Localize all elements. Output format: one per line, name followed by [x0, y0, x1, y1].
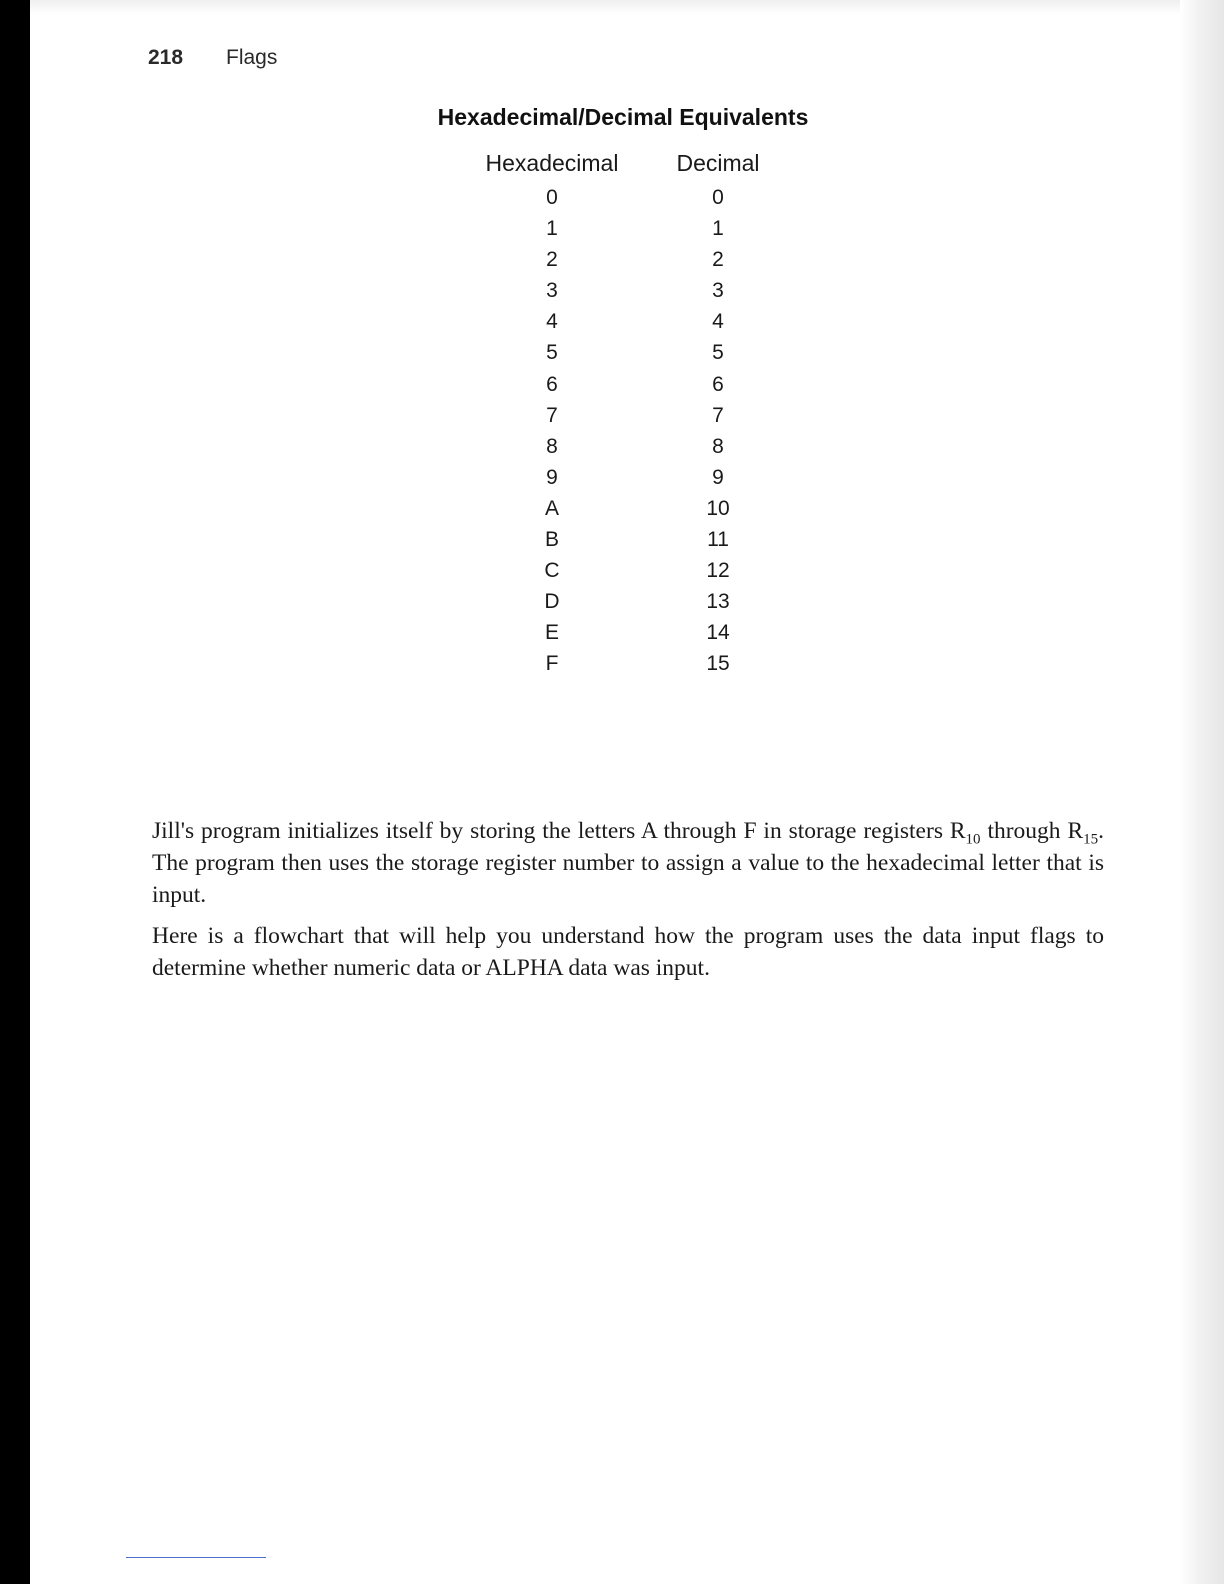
table-row — [452, 494, 818, 525]
paragraph-1-text-c: . The program then uses the storage register number to assign a value to the hexadecimal letter that is input. — [152, 818, 1104, 908]
decimal-cell: 1 — [712, 217, 724, 241]
table-row — [452, 649, 818, 680]
section-name: Flags — [226, 46, 278, 69]
paragraph-2-text: Here is a flowchart that will help you understand how the program uses the data input flags to determine whether numeric data or ALPHA data was input. — [152, 923, 1104, 981]
hex-cell: F — [545, 652, 559, 676]
page-number: 218 — [148, 46, 184, 69]
column-header-hexadecimal: Hexadecimal — [485, 150, 619, 176]
table-row — [452, 587, 818, 618]
table-row — [452, 307, 818, 338]
hex-cell: 1 — [546, 217, 558, 241]
table-row — [452, 245, 818, 276]
decimal-cell: 14 — [706, 621, 730, 645]
scan-binding-edge — [0, 0, 30, 1584]
hex-cell: D — [544, 590, 560, 614]
hex-cell: 8 — [546, 434, 558, 458]
hex-cell: 5 — [546, 341, 558, 365]
decimal-cell: 11 — [707, 528, 729, 552]
hex-cell: 6 — [546, 372, 558, 396]
decimal-cell: 5 — [712, 341, 724, 365]
hex-cell: 4 — [546, 310, 558, 334]
table-row — [452, 401, 818, 432]
decimal-cell: 7 — [712, 403, 724, 427]
footnote-rule — [126, 1557, 266, 1558]
paragraph-flowchart-intro — [152, 920, 1104, 984]
hex-cell: E — [544, 621, 559, 645]
hex-cell: 7 — [546, 403, 558, 427]
register-subscript-10: 10 — [965, 831, 981, 848]
hex-cell: A — [544, 496, 559, 520]
table-row — [452, 556, 818, 587]
column-header-decimal: Decimal — [676, 150, 760, 176]
paragraph-1-text-a: Jill's program initializes itself by storing the letters A through F in storage registers R — [152, 818, 966, 844]
hex-cell: 0 — [546, 186, 558, 209]
decimal-cell: 4 — [712, 310, 724, 334]
decimal-cell: 8 — [712, 434, 724, 458]
decimal-cell: 10 — [706, 496, 730, 520]
decimal-cell: 9 — [712, 465, 724, 489]
decimal-cell: 3 — [712, 279, 724, 303]
hex-cell: C — [544, 559, 560, 583]
table-row — [452, 338, 818, 369]
decimal-cell: 2 — [712, 248, 724, 272]
running-head — [148, 46, 277, 70]
table-row — [452, 432, 818, 463]
table-row — [452, 276, 818, 307]
hex-cell: B — [544, 528, 559, 552]
hex-cell: 3 — [546, 279, 558, 303]
hex-cell: 9 — [546, 465, 558, 489]
paragraph-1-text-b: through R — [980, 818, 1084, 844]
table-row — [452, 214, 818, 245]
hex-cell: 2 — [546, 248, 558, 272]
register-subscript-15: 15 — [1083, 831, 1099, 848]
decimal-cell: 13 — [706, 590, 730, 614]
paragraph-register-initialization — [152, 815, 1104, 911]
table-row — [452, 618, 818, 649]
equivalents-table — [452, 183, 818, 681]
scan-right-shadow — [1180, 0, 1224, 1584]
table-title: Hexadecimal/Decimal Equivalents — [437, 104, 809, 130]
scan-top-shadow — [30, 0, 1180, 14]
decimal-cell: 0 — [712, 186, 724, 209]
decimal-cell: 12 — [706, 559, 730, 583]
decimal-cell: 6 — [712, 372, 724, 396]
table-row — [452, 463, 818, 494]
table-row — [452, 183, 818, 214]
table-row — [452, 525, 818, 556]
decimal-cell: 15 — [706, 652, 730, 676]
table-row — [452, 370, 818, 401]
